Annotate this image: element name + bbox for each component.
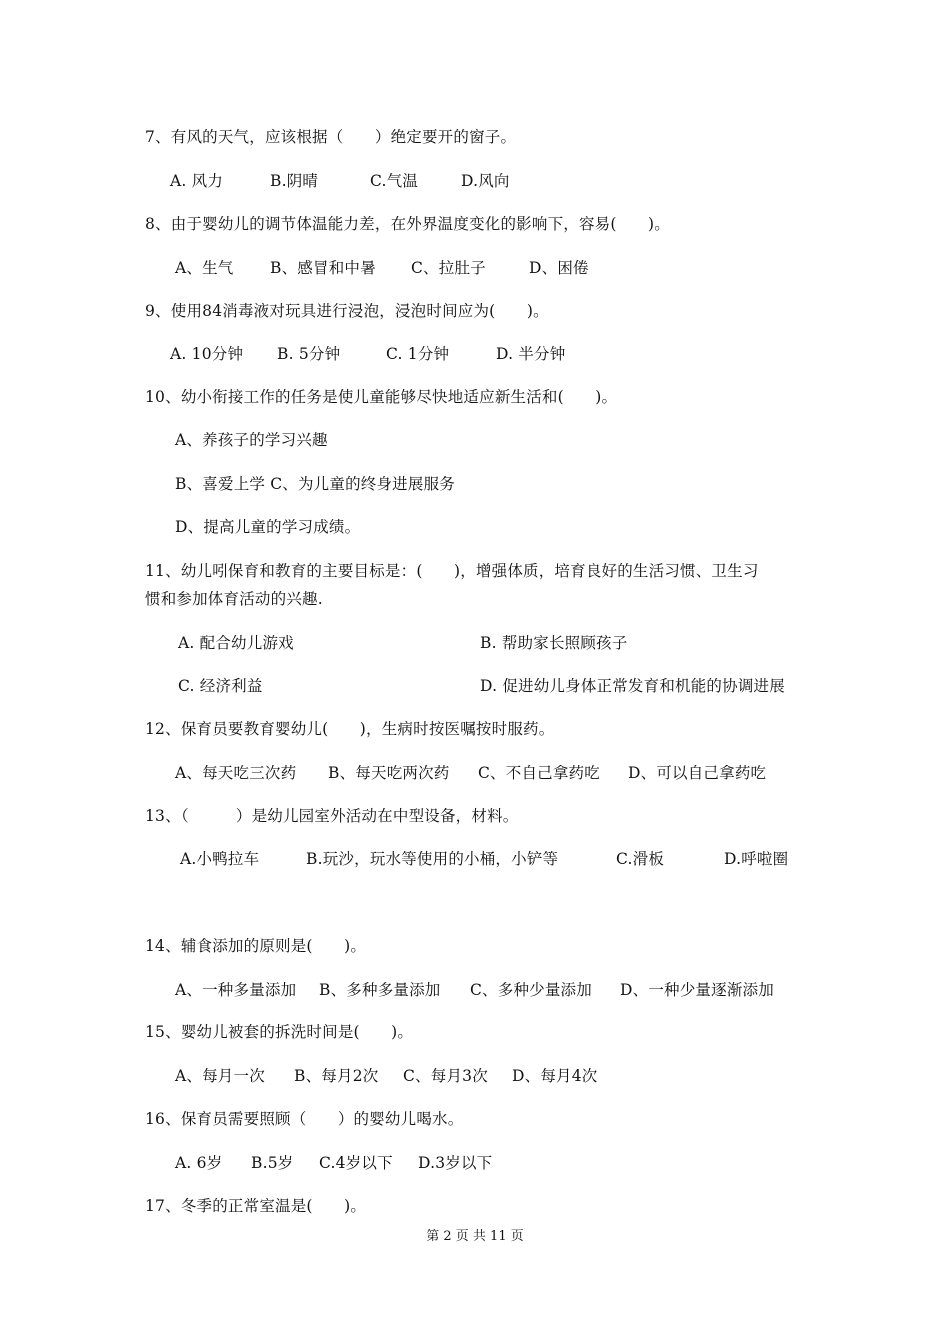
question-9-option-a: A. 10分钟 [170,345,244,363]
question-17-stem: 17、冬季的正常室温是( )。 [145,1197,367,1215]
question-8-option-b: B、感冒和中暑 [270,259,376,277]
question-10-stem: 10、幼小衔接工作的任务是使儿童能够尽快地适应新生活和( )。 [145,388,618,406]
question-12-option-b: B、每天吃两次药 [328,764,450,782]
question-13-option-b: B.玩沙，玩水等使用的小桶，小铲等 [306,850,559,868]
question-11-stem-line-1: 11、幼儿吲保育和教育的主要目标是：( )，增强体质，培育良好的生活习惯、卫生习 [145,562,759,580]
question-13-option-d: D.呼啦圈 [724,850,789,868]
question-14-option-a: A、一种多量添加 [175,981,297,999]
question-8-option-c: C、拉肚子 [411,259,486,277]
question-9-option-c: C. 1分钟 [386,345,450,363]
question-7-option-d: D.风向 [461,172,510,190]
question-8-option-d: D、困倦 [529,259,589,277]
question-7-option-a: A. 风力 [170,172,224,190]
question-8-option-a: A、生气 [175,259,234,277]
question-11-option-d: D. 促进幼儿身体正常发育和机能的协调进展 [480,677,785,695]
question-13-option-c: C.滑板 [616,850,665,868]
question-12-option-a: A、每天吃三次药 [175,764,297,782]
question-16-option-c: C.4岁以下 [319,1154,393,1172]
page-footer: 第 2 页 共 11 页 [426,1229,524,1244]
question-16-option-a: A. 6岁 [175,1154,223,1172]
question-7-stem: 7、有风的天气，应该根据（ ）绝定要开的窗子。 [145,128,517,146]
question-15-stem: 15、婴幼儿被套的拆洗时间是( )。 [145,1023,414,1041]
question-9-option-d: D. 半分钟 [496,345,566,363]
question-15-option-b: B、每月2次 [294,1067,379,1085]
question-11-stem-line-2: 惯和参加体育活动的兴趣. [145,590,323,608]
question-14-option-b: B、多种多量添加 [319,981,441,999]
question-11-option-c: C. 经济利益 [178,677,263,695]
question-9-option-b: B. 5分钟 [277,345,341,363]
question-14-option-d: D、一种少量逐渐添加 [620,981,774,999]
question-16-stem: 16、保育员需要照顾（ ）的婴幼儿喝水。 [145,1110,464,1128]
question-15-option-c: C、每月3次 [403,1067,488,1085]
question-11-option-b: B. 帮助家长照顾孩子 [480,634,628,652]
question-13-stem: 13、（ ）是幼儿园室外活动在中型设备，材料。 [145,807,519,825]
question-14-option-c: C、多种少量添加 [470,981,592,999]
question-9-stem: 9、使用84消毒液对玩具进行浸泡，浸泡时间应为( )。 [145,302,549,320]
question-11-option-a: A. 配合幼儿游戏 [178,634,294,652]
question-8-stem: 8、由于婴幼儿的调节体温能力差，在外界温度变化的影响下，容易( )。 [145,215,670,233]
question-14-stem: 14、辅食添加的原则是( )。 [145,937,367,955]
question-7-option-b: B.阴晴 [270,172,319,190]
question-10-option-b-c: B、喜爱上学 C、为儿童的终身进展服务 [175,475,455,493]
question-12-option-d: D、可以自己拿药吃 [628,764,767,782]
question-15-option-d: D、每月4次 [512,1067,598,1085]
question-12-stem: 12、保育员要教育婴幼儿( )，生病时按医嘱按时服药。 [145,720,555,738]
question-12-option-c: C、不自己拿药吃 [478,764,600,782]
question-16-option-b: B.5岁 [251,1154,294,1172]
question-10-option-a: A、养孩子的学习兴趣 [175,431,328,449]
question-7-option-c: C.气温 [370,172,419,190]
question-13-option-a: A.小鸭拉车 [180,850,260,868]
question-10-option-d: D、提高儿童的学习成绩。 [175,518,361,536]
question-15-option-a: A、每月一次 [175,1067,265,1085]
question-16-option-d: D.3岁以下 [418,1154,493,1172]
